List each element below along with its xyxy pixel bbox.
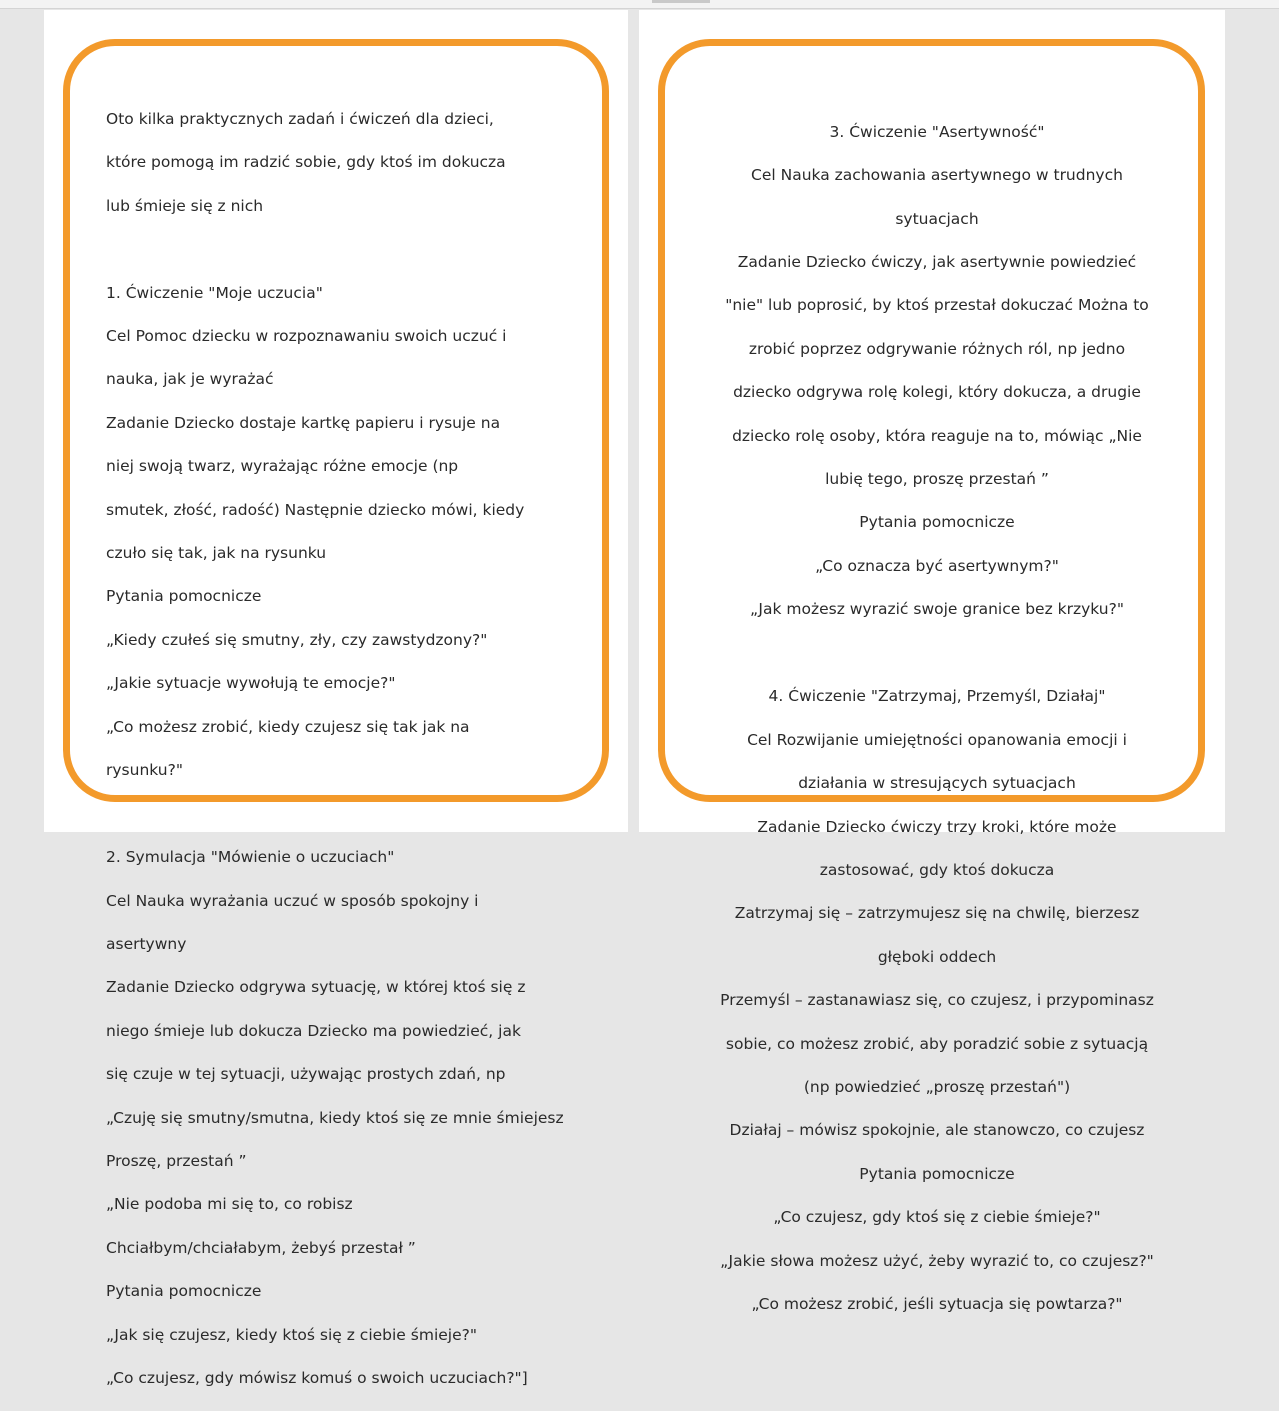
text-line: Pytania pomocnicze [859,1164,1015,1183]
card-text-left [106,87,576,1411]
text-line: czuło się tak, jak na rysunku [106,544,327,563]
blank-line [689,643,1185,665]
section-heading-1: 1. Ćwiczenie "Moje uczucia" [106,283,323,302]
text-line: Zadanie Dziecko odgrywa sytuację, w której ktoś się z [106,978,526,997]
text-line: niego śmieje lub dokucza Dziecko ma powiedzieć, jak [106,1021,521,1040]
blank-line [106,804,576,826]
text-line: Zadanie Dziecko dostaje kartkę papieru i rysuje na [106,413,501,432]
viewer-toolbar [0,0,1279,9]
text-line: Chciałbym/chciałabym, żebyś przestał ” [106,1238,416,1257]
text-line: lub śmieje się z nich [106,196,264,215]
text-line: „Co możesz zrobić, kiedy czujesz się tak jak na [106,717,470,736]
section-heading-3: 3. Ćwiczenie "Asertywność" [829,122,1045,141]
text-line: „Jakie sytuacje wywołują te emocje?" [106,674,396,693]
text-line: „Jakie słowa możesz użyć, żeby wyrazić to, co czujesz?" [720,1251,1154,1270]
text-line: które pomogą im radzić sobie, gdy ktoś im dokucza [106,153,506,172]
text-line: „Co czujesz, gdy ktoś się z ciebie śmieje?" [773,1208,1101,1227]
text-line: zastosować, gdy ktoś dokucza [819,860,1055,879]
text-line: „Nie podoba mi się to, co robisz [106,1195,353,1214]
text-line: Cel Nauka wyrażania uczuć w sposób spokojny i [106,891,479,910]
text-line: rysunku?" [106,761,183,780]
text-line: działania w stresujących sytuacjach [798,774,1076,793]
text-line: Zadanie Dziecko ćwiczy, jak asertywnie powiedzieć [737,252,1137,271]
text-line: Zadanie Dziecko ćwiczy trzy kroki, które może [757,817,1117,836]
text-line: dziecko rolę osoby, która reaguje na to, mówiąc „Nie [732,426,1142,445]
text-line: lubię tego, proszę przestań ” [825,469,1049,488]
text-line: Pytania pomocnicze [106,1282,262,1301]
text-line: nauka, jak je wyrażać [106,370,274,389]
text-line: Przemyśl – zastanawiasz się, co czujesz, i przypominasz [720,991,1154,1010]
text-line: asertywny [106,935,187,954]
text-line: niej swoją twarz, wyrażając różne emocje (np [106,457,459,476]
text-line: (np powiedzieć „proszę przestań") [803,1077,1071,1096]
text-line: „Kiedy czułeś się smutny, zły, czy zawstydzony?" [106,630,488,649]
text-line: sytuacjach [895,209,979,228]
blank-line [106,239,576,261]
text-line: Cel Nauka zachowania asertywnego w trudnych [751,166,1123,185]
text-line: głęboki oddech [877,947,997,966]
text-line: „Jak możesz wyrazić swoje granice bez krzyku?" [750,600,1124,619]
section-heading-4: 4. Ćwiczenie "Zatrzymaj, Przemyśl, Działaj" [768,687,1106,706]
text-line: zrobić poprzez odgrywanie różnych ról, np jedno [748,339,1126,358]
section-heading-2: 2. Symulacja "Mówienie o uczuciach" [106,848,395,867]
text-line: sobie, co możesz zrobić, aby poradzić sobie z sytuacją [725,1034,1149,1053]
page-right [639,10,1225,1313]
page-tab-indicator[interactable] [652,0,710,3]
text-line: „Czuję się smutny/smutna, kiedy ktoś się ze mnie śmiejesz [106,1108,564,1127]
text-line: się czuje w tej sytuacji, używając prostych zdań, np [106,1065,506,1084]
text-line: Zatrzymaj się – zatrzymujesz się na chwilę, bierzesz [734,904,1140,923]
text-line: Cel Pomoc dziecku w rozpoznawaniu swoich uczuć i [106,327,507,346]
text-line: Pytania pomocnicze [859,513,1015,532]
text-line: dziecko odgrywa rolę kolegi, który dokucza, a drugie [733,383,1141,402]
text-line: smutek, złość, radość) Następnie dziecko mówi, kiedy [106,500,525,519]
text-line: „Co oznacza być asertywnym?" [815,556,1059,575]
text-line: Oto kilka praktycznych zadań i ćwiczeń dla dzieci, [106,109,494,128]
text-line: „Jak się czujesz, kiedy ktoś się z ciebie śmieje?" [106,1325,477,1344]
card-text-right [689,100,1185,1337]
text-line: Działaj – mówisz spokojnie, ale stanowczo, co czujesz [729,1121,1145,1140]
text-line: „Co możesz zrobić, jeśli sytuacja się powtarza?" [751,1294,1123,1313]
text-line: Pytania pomocnicze [106,587,262,606]
text-line: „Co czujesz, gdy mówisz komuś o swoich uczuciach?"] [106,1369,528,1388]
text-line: Cel Rozwijanie umiejętności opanowania emocji i [747,730,1127,749]
text-line: "nie" lub poprosić, by ktoś przestał dokuczać Można to [725,296,1149,315]
page-left [44,10,628,1388]
text-line: Proszę, przestań ” [106,1152,247,1171]
